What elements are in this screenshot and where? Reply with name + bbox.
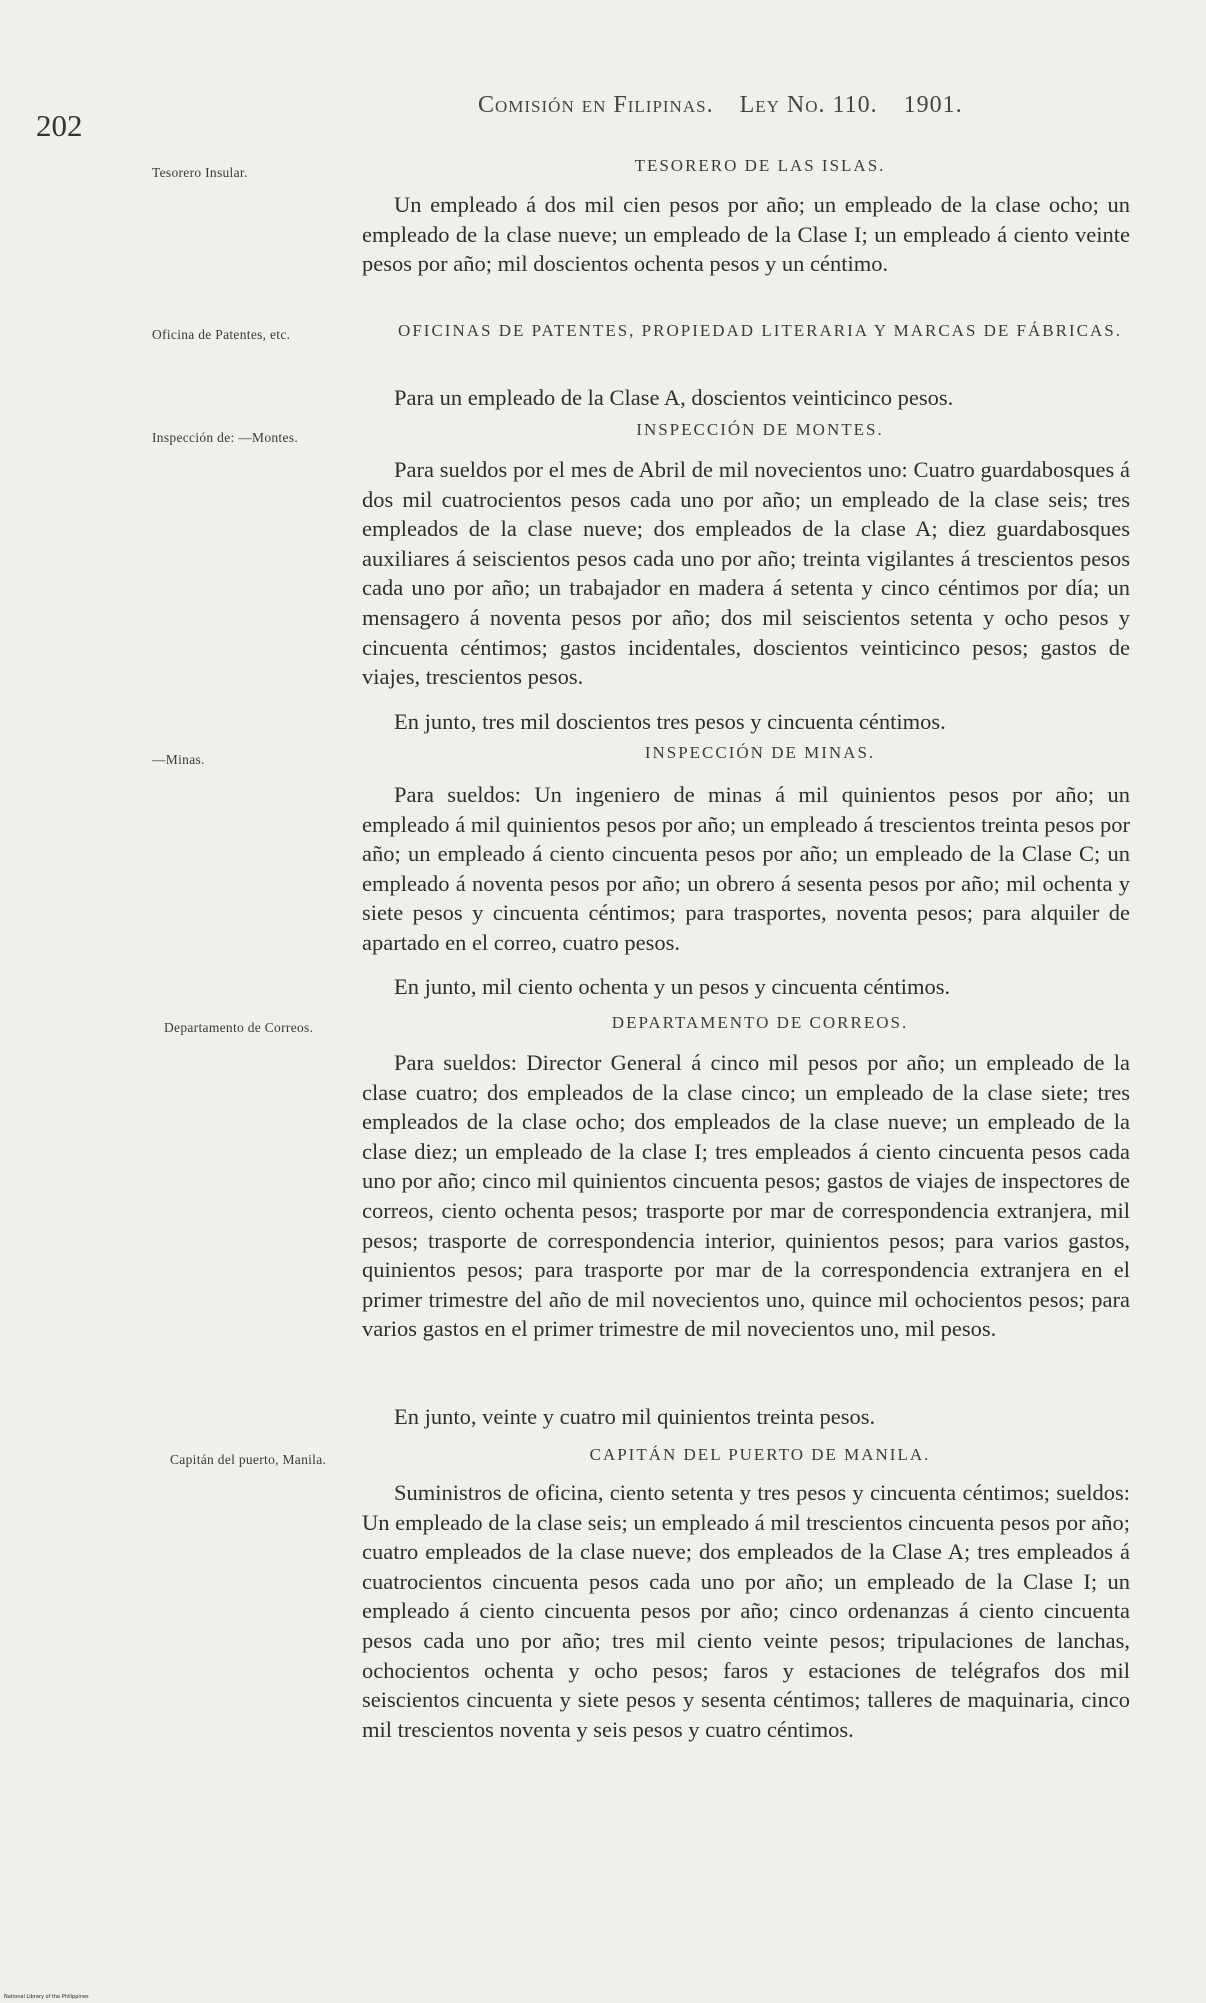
footer-credit: National Library of the Philippines xyxy=(4,1994,89,2000)
section-text-patentes: Para un empleado de la Clase A, doscientos veinticinco pesos. xyxy=(394,385,954,410)
running-head-law: Ley No. 110. xyxy=(739,92,878,118)
margin-note-montes: Inspección de: —Montes. xyxy=(152,430,298,445)
margin-note-minas: —Minas. xyxy=(152,752,205,767)
running-head-commission: Comisión en Filipinas. xyxy=(478,92,714,118)
section-heading-capitan: CAPITÁN DEL PUERTO DE MANILA. xyxy=(589,1445,931,1464)
section-heading-montes: INSPECCIÓN DE MONTES. xyxy=(636,420,884,439)
running-head xyxy=(478,92,963,119)
section-heading-patentes: OFICINAS DE PATENTES, PROPIEDAD LITERARIA Y MARCAS DE FÁBRICAS. xyxy=(398,321,1122,340)
margin-note-capitan: Capitán del puerto, Manila. xyxy=(170,1452,327,1467)
margin-note-tesorero: Tesorero Insular. xyxy=(152,165,248,180)
section-total-minas: En junto, mil ciento ochenta y un pesos y cincuenta céntimos. xyxy=(394,974,951,999)
section-total-correos: En junto, veinte y cuatro mil quinientos treinta pesos. xyxy=(394,1404,876,1429)
section-text-tesorero: Un empleado á dos mil cien pesos por año; un empleado de la clase ocho; un empleado de la clase nueve; un empleado de la Clase I; un empleado á ciento veinte pesos por año; mil doscientos ochenta pesos y un céntimo. xyxy=(362,192,1130,277)
section-text-montes: Para sueldos por el mes de Abril de mil novecientos uno: Cuatro guardabosques á dos mil cuatrocientos pesos cada uno por año; un empleado de la clase seis; tres empleados de la clase nueve; dos empleados de la clase A; diez guardabosques auxiliares á seiscientos pesos cada uno por año; treinta vigilantes á trescientos pesos cada uno por año; un trabajador en madera á setenta y cinco céntimos por día; un mensagero á noventa pesos por año; dos mil seiscientos setenta y ocho pesos y cincuenta céntimos; gastos incidentales, doscientos veinticinco pesos; gastos de viajes, trescientos pesos. xyxy=(362,457,1130,690)
section-heading-minas: INSPECCIÓN DE MINAS. xyxy=(644,743,876,762)
margin-note-correos: Departamento de Correos. xyxy=(164,1020,314,1035)
margin-note-patentes: Oficina de Patentes, etc. xyxy=(152,327,291,342)
page-number: 202 xyxy=(36,108,83,143)
running-head-year: 1901. xyxy=(903,92,963,118)
section-total-montes: En junto, tres mil doscientos tres pesos y cincuenta céntimos. xyxy=(394,709,946,734)
section-heading-tesorero: TESORERO DE LAS ISLAS. xyxy=(634,156,886,175)
section-text-capitan: Suministros de oficina, ciento setenta y tres pesos y cincuenta céntimos; sueldos: Un empleado de la clase seis; un empleado á mil trescientos cincuenta pesos por año; cuatro empleados de la clase nueve; dos empleados de la Clase A; tres empleados á cuatrocientos cincuenta pesos cada uno por año; un empleado de la Clase I; un empleado á ciento cincuenta pesos por año; cinco ordenanzas á ciento cincuenta pesos cada uno por año; tres mil ciento veinte pesos; tripulaciones de lanchas, ochocientos ochenta y ocho pesos; faros y estaciones de telégrafos dos mil seiscientos cincuenta y siete pesos y sesenta céntimos; talleres de maquinaria, cinco mil trescientos noventa y seis pesos y cuatro céntimos. xyxy=(362,1480,1130,1742)
section-heading-correos: DEPARTAMENTO DE CORREOS. xyxy=(611,1013,909,1032)
section-text-minas: Para sueldos: Un ingeniero de minas á mil quinientos pesos por año; un empleado á mil quinientos pesos por año; un empleado á trescientos treinta pesos por año; un empleado á ciento cincuenta pesos por año; un empleado de la Clase C; un empleado á noventa pesos por año; un obrero á sesenta pesos por año; mil ochenta y siete pesos y cincuenta céntimos; para trasportes, noventa pesos; para alquiler de apartado en el correo, cuatro pesos. xyxy=(362,782,1130,955)
section-text-correos: Para sueldos: Director General á cinco mil pesos por año; un empleado de la clase cuatro; dos empleados de la clase cinco; un empleado de la clase siete; tres empleados de la clase ocho; dos empleados de la clase nueve; un empleado de la clase diez; un empleado de la clase I; tres empleados á ciento cincuenta pesos cada uno por año; cinco mil quinientos cincuenta pesos; gastos de viajes de inspectores de correos, ciento ochenta pesos; trasporte por mar de correspondencia extranjera, mil pesos; trasporte de correspondencia interior, quinientos pesos; para varios gastos, quinientos pesos; para trasporte por mar de la correspondencia extranjera en el primer trimestre del año de mil novecientos uno, quince mil ochocientos pesos; para varios gastos en el primer trimestre de mil novecientos uno, mil pesos. xyxy=(362,1050,1130,1342)
